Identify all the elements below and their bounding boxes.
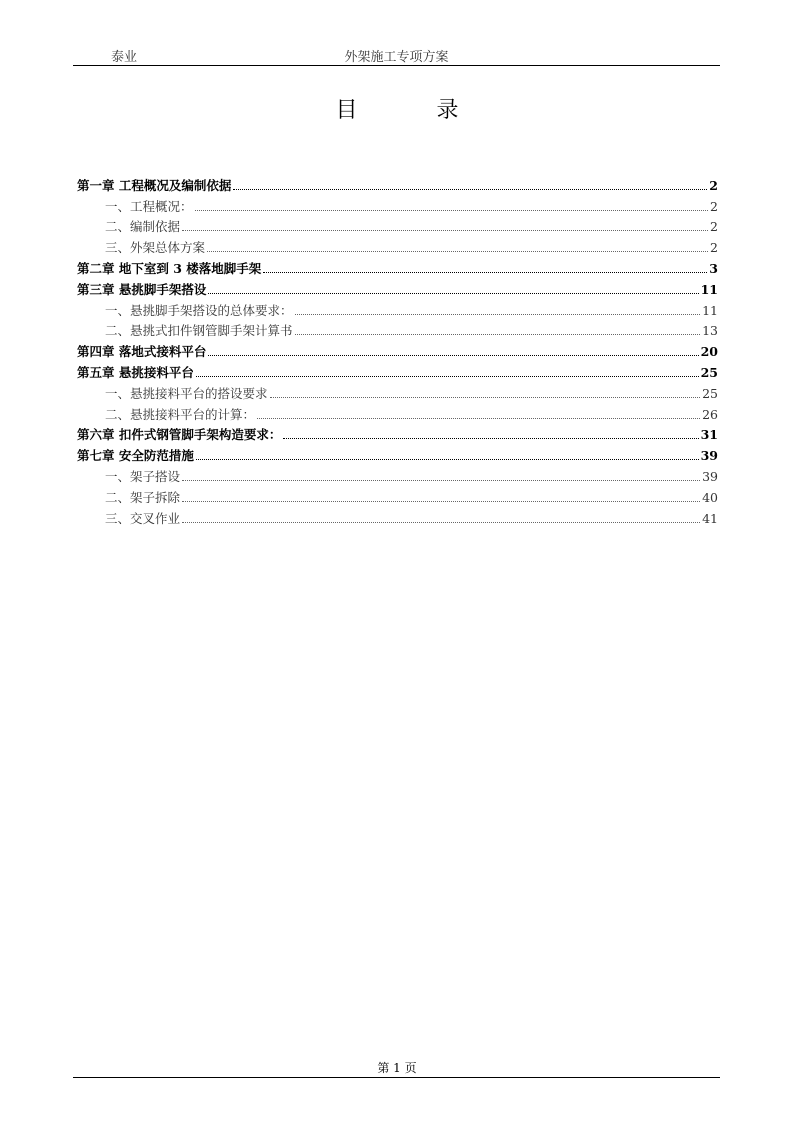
toc-entry-page-number: 40 [702,489,718,505]
header-document-title: 外架施工专项方案 [344,50,449,65]
toc-entry-label: 二、架子拆除 [105,489,181,505]
header-company: 泰业 [111,50,138,65]
page-header [73,44,720,64]
header-rule [73,65,720,66]
toc-entry-page-number: 25 [700,364,718,380]
toc-section-entry[interactable] [77,214,718,235]
toc-dot-leader [270,397,701,398]
toc-entry-page-number: 25 [702,385,718,401]
toc-section-entry[interactable] [77,234,718,255]
toc-chapter-entry[interactable] [77,172,718,193]
toc-entry-label: 三、外架总体方案 [105,240,206,256]
toc-entry-label: 第五章 悬挑接料平台 [77,364,194,380]
toc-dot-leader [207,251,708,252]
toc-entry-page-number: 39 [700,448,718,464]
toc-dot-leader [196,376,699,377]
toc-entry-page-number: 11 [702,302,718,318]
toc-dot-leader [233,189,707,190]
toc-section-entry[interactable] [77,380,718,401]
toc-chapter-entry[interactable] [77,255,718,276]
toc-entry-page-number: 39 [702,468,718,484]
toc-entry-page-number: 13 [702,323,718,339]
toc-dot-leader [283,438,698,439]
toc-dot-leader [208,355,698,356]
toc-entry-label: 一、悬挑脚手架搭设的总体要求： [105,302,293,318]
toc-entry-page-number: 26 [702,406,718,422]
toc-entry-label: 第四章 落地式接料平台 [77,344,207,360]
toc-entry-page-number: 41 [702,510,718,526]
toc-entry-label: 第六章 扣件式钢管脚手架构造要求： [77,427,282,443]
toc-entry-label: 第三章 悬挑脚手架搭设 [77,281,207,297]
toc-title: 目 录 [335,98,495,123]
toc-entry-page-number: 2 [710,219,718,235]
toc-section-entry[interactable] [77,401,718,422]
table-of-contents [77,172,718,526]
toc-dot-leader [182,522,700,523]
toc-entry-label: 一、架子搭设 [105,468,181,484]
toc-dot-leader [182,501,700,502]
toc-entry-label: 二、悬挑式扣件钢管脚手架计算书 [105,323,293,339]
toc-entry-label: 一、悬挑接料平台的搭设要求 [105,385,268,401]
toc-section-entry[interactable] [77,193,718,214]
toc-chapter-entry[interactable] [77,276,718,297]
toc-chapter-entry[interactable] [77,422,718,443]
toc-section-entry[interactable] [77,505,718,526]
toc-entry-page-number: 20 [700,344,718,360]
toc-section-entry[interactable] [77,318,718,339]
toc-entry-page-number: 31 [700,427,718,443]
toc-chapter-entry[interactable] [77,338,718,359]
toc-entry-label: 一、工程概况： [105,198,193,214]
toc-section-entry[interactable] [77,463,718,484]
toc-chapter-entry[interactable] [77,359,718,380]
footer-rule [73,1077,720,1078]
toc-dot-leader [263,272,707,273]
toc-entry-page-number: 2 [710,240,718,256]
toc-dot-leader [195,210,709,211]
toc-dot-leader [208,293,698,294]
toc-section-entry[interactable] [77,484,718,505]
toc-entry-label: 第七章 安全防范措施 [77,448,194,464]
toc-entry-label: 第二章 地下室到 3 楼落地脚手架 [77,260,262,276]
toc-dot-leader [257,418,700,419]
toc-section-entry[interactable] [77,297,718,318]
toc-chapter-entry[interactable] [77,442,718,463]
toc-entry-label: 三、交叉作业 [105,510,181,526]
toc-dot-leader [295,314,701,315]
toc-dot-leader [182,480,700,481]
toc-entry-page-number: 2 [710,198,718,214]
toc-entry-page-number: 2 [709,177,718,193]
toc-dot-leader [196,459,699,460]
page-footer: 第 1 页 [377,1061,417,1075]
toc-dot-leader [295,334,701,335]
toc-entry-label: 二、悬挑接料平台的计算： [105,406,256,422]
toc-entry-page-number: 11 [700,281,718,297]
toc-entry-label: 第一章 工程概况及编制依据 [77,177,232,193]
toc-entry-page-number: 3 [709,260,718,276]
toc-entry-label: 二、编制依据 [105,219,181,235]
toc-dot-leader [182,230,708,231]
